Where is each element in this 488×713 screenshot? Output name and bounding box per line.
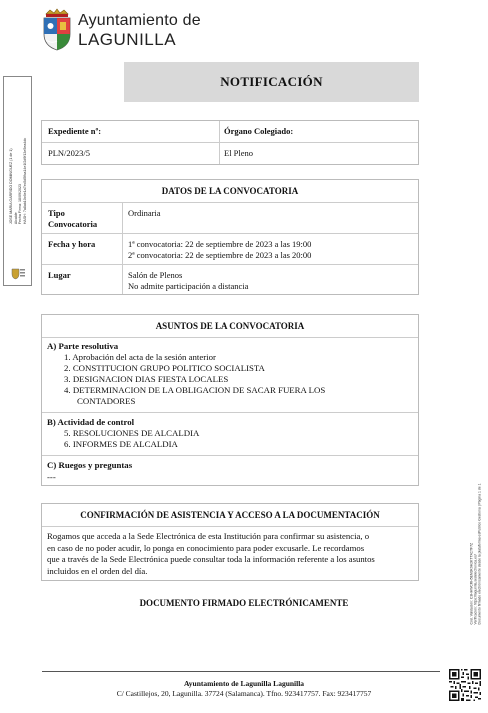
section-c-title: C) Ruegos y preguntas (47, 460, 133, 470)
item-number: 1. (64, 352, 71, 362)
list-item (64, 352, 216, 363)
item-text: INFORMES DE ALCALDIA (72, 439, 178, 449)
signer-role: Alcalde (13, 212, 17, 225)
item-text: DESIGNACION DIAS FIESTA LOCALES (72, 374, 229, 384)
confirmacion-line: incluidos en el orden del día. (47, 565, 148, 576)
list-item (64, 428, 199, 439)
coat-of-arms-logo (40, 8, 74, 52)
footer-org: Ayuntamiento de Lagunilla Lagunilla (183, 679, 305, 688)
organo-value: El Pleno (224, 148, 254, 158)
section-b-title: B) Actividad de control (47, 417, 135, 427)
footer-divider (42, 671, 440, 672)
item-number: 4. (64, 385, 71, 395)
org-name-line2: LAGUNILLA (78, 30, 177, 49)
lugar-label: Lugar (48, 270, 71, 280)
item-number: 2. (64, 363, 71, 373)
list-item (64, 439, 178, 450)
validation-strip (469, 436, 483, 672)
item-text: CONSTITUCION GRUPO POLITICO SOCIALISTA (72, 363, 265, 373)
expediente-table (41, 120, 419, 165)
confirmacion-text (47, 531, 417, 577)
validation-strip-text (470, 484, 483, 625)
expediente-label: Expediente nº: (48, 126, 102, 136)
lugar-distancia: No admite participación a distancia (128, 281, 249, 291)
list-item (64, 374, 228, 385)
signature-strip (3, 76, 32, 286)
tipo-label-line2: Convocatoria (48, 219, 98, 229)
section-c-value: --- (47, 472, 56, 482)
asuntos-table (41, 314, 419, 486)
list-item (64, 385, 325, 396)
list-item-continuation: CONTADORES (77, 396, 136, 406)
firmado-notice: DOCUMENTO FIRMADO ELECTRÓNICAMENTE (139, 598, 349, 608)
expediente-value: PLN/2023/5 (48, 148, 91, 158)
item-number: 6. (64, 439, 71, 449)
fecha-primera: 1ª convocatoria: 22 de septiembre de 2023 a las 19:00 (128, 239, 312, 249)
platform-notice: Documento firmado electrónicamente desde la plataforma esPublico Gestiona | Página 1 de 1 (478, 483, 483, 625)
item-number: 5. (64, 428, 71, 438)
section-a-title: A) Parte resolutiva (47, 341, 119, 351)
org-name-line1: Ayuntamiento de (78, 12, 201, 29)
item-number: 3. (64, 374, 71, 384)
signature-date: Fecha Firma: 18/09/2023 (17, 184, 22, 225)
item-text: DETERMINACION DE LA OBLIGACION DE SACAR FUERA LOS (72, 385, 326, 395)
asuntos-heading: ASUNTOS DE LA CONVOCATORIA (155, 321, 305, 331)
tipo-value: Ordinaria (128, 208, 161, 218)
confirmacion-box (41, 503, 419, 581)
fecha-value (128, 239, 311, 261)
validation-code: Cód. Validación: C3HHWCRH5EM3K9H2KT7XCTF7Z (469, 542, 474, 625)
confirmacion-line: que a través de la Sede Electrónica puede consultar toda la información referente a los asuntos (47, 554, 375, 564)
tipo-label-line1: Tipo (48, 208, 65, 218)
tipo-label (48, 208, 97, 230)
signature-strip-text (9, 138, 27, 224)
datos-convocatoria-table (41, 179, 419, 295)
fecha-label: Fecha y hora (48, 239, 96, 249)
fecha-segunda: 2ª convocatoria: 22 de septiembre de 2023 a las 20:00 (128, 250, 312, 260)
confirmacion-heading: CONFIRMACIÓN DE ASISTENCIA Y ACCESO A LA DOCUMENTACIÓN (80, 510, 380, 520)
footer-address: C/ Castillejos, 20, Lagunilla. 37724 (Salamanca). Tfno. 923417757. Fax: 923417757 (116, 689, 372, 698)
small-logo-icon (10, 266, 26, 280)
document-title: NOTIFICACIÓN (124, 62, 419, 102)
organo-label: Órgano Colegiado: (224, 126, 294, 136)
signer-name: JOSE MARIA GARRIDO DOMINGUEZ (1 de 1) (8, 148, 13, 225)
confirmacion-line: en caso de no poder acudir, lo ponga en conocimiento para poder excusarle. Le recordamos (47, 542, 365, 553)
lugar-value (128, 270, 248, 292)
lugar-sala: Salón de Plenos (128, 270, 183, 280)
list-item (64, 363, 265, 374)
confirmacion-line: Rogamos que acceda a la Sede Electrónica de esta Institución para confirmar su asistencia, o (47, 531, 370, 541)
item-text: Aprobación del acta de la sesión anterior (72, 352, 216, 362)
item-text: RESOLUCIONES DE ALCALDIA (72, 428, 200, 438)
verification-url[interactable]: Verificación: https://lagunilla.sedelectronica.es/ (473, 554, 478, 625)
signature-hash: HASH: 7a8ab10c6e1a7ec5d5fba14e1f2d9f13e5ea4dc (22, 137, 26, 225)
datos-heading: DATOS DE LA CONVOCATORIA (161, 186, 299, 196)
